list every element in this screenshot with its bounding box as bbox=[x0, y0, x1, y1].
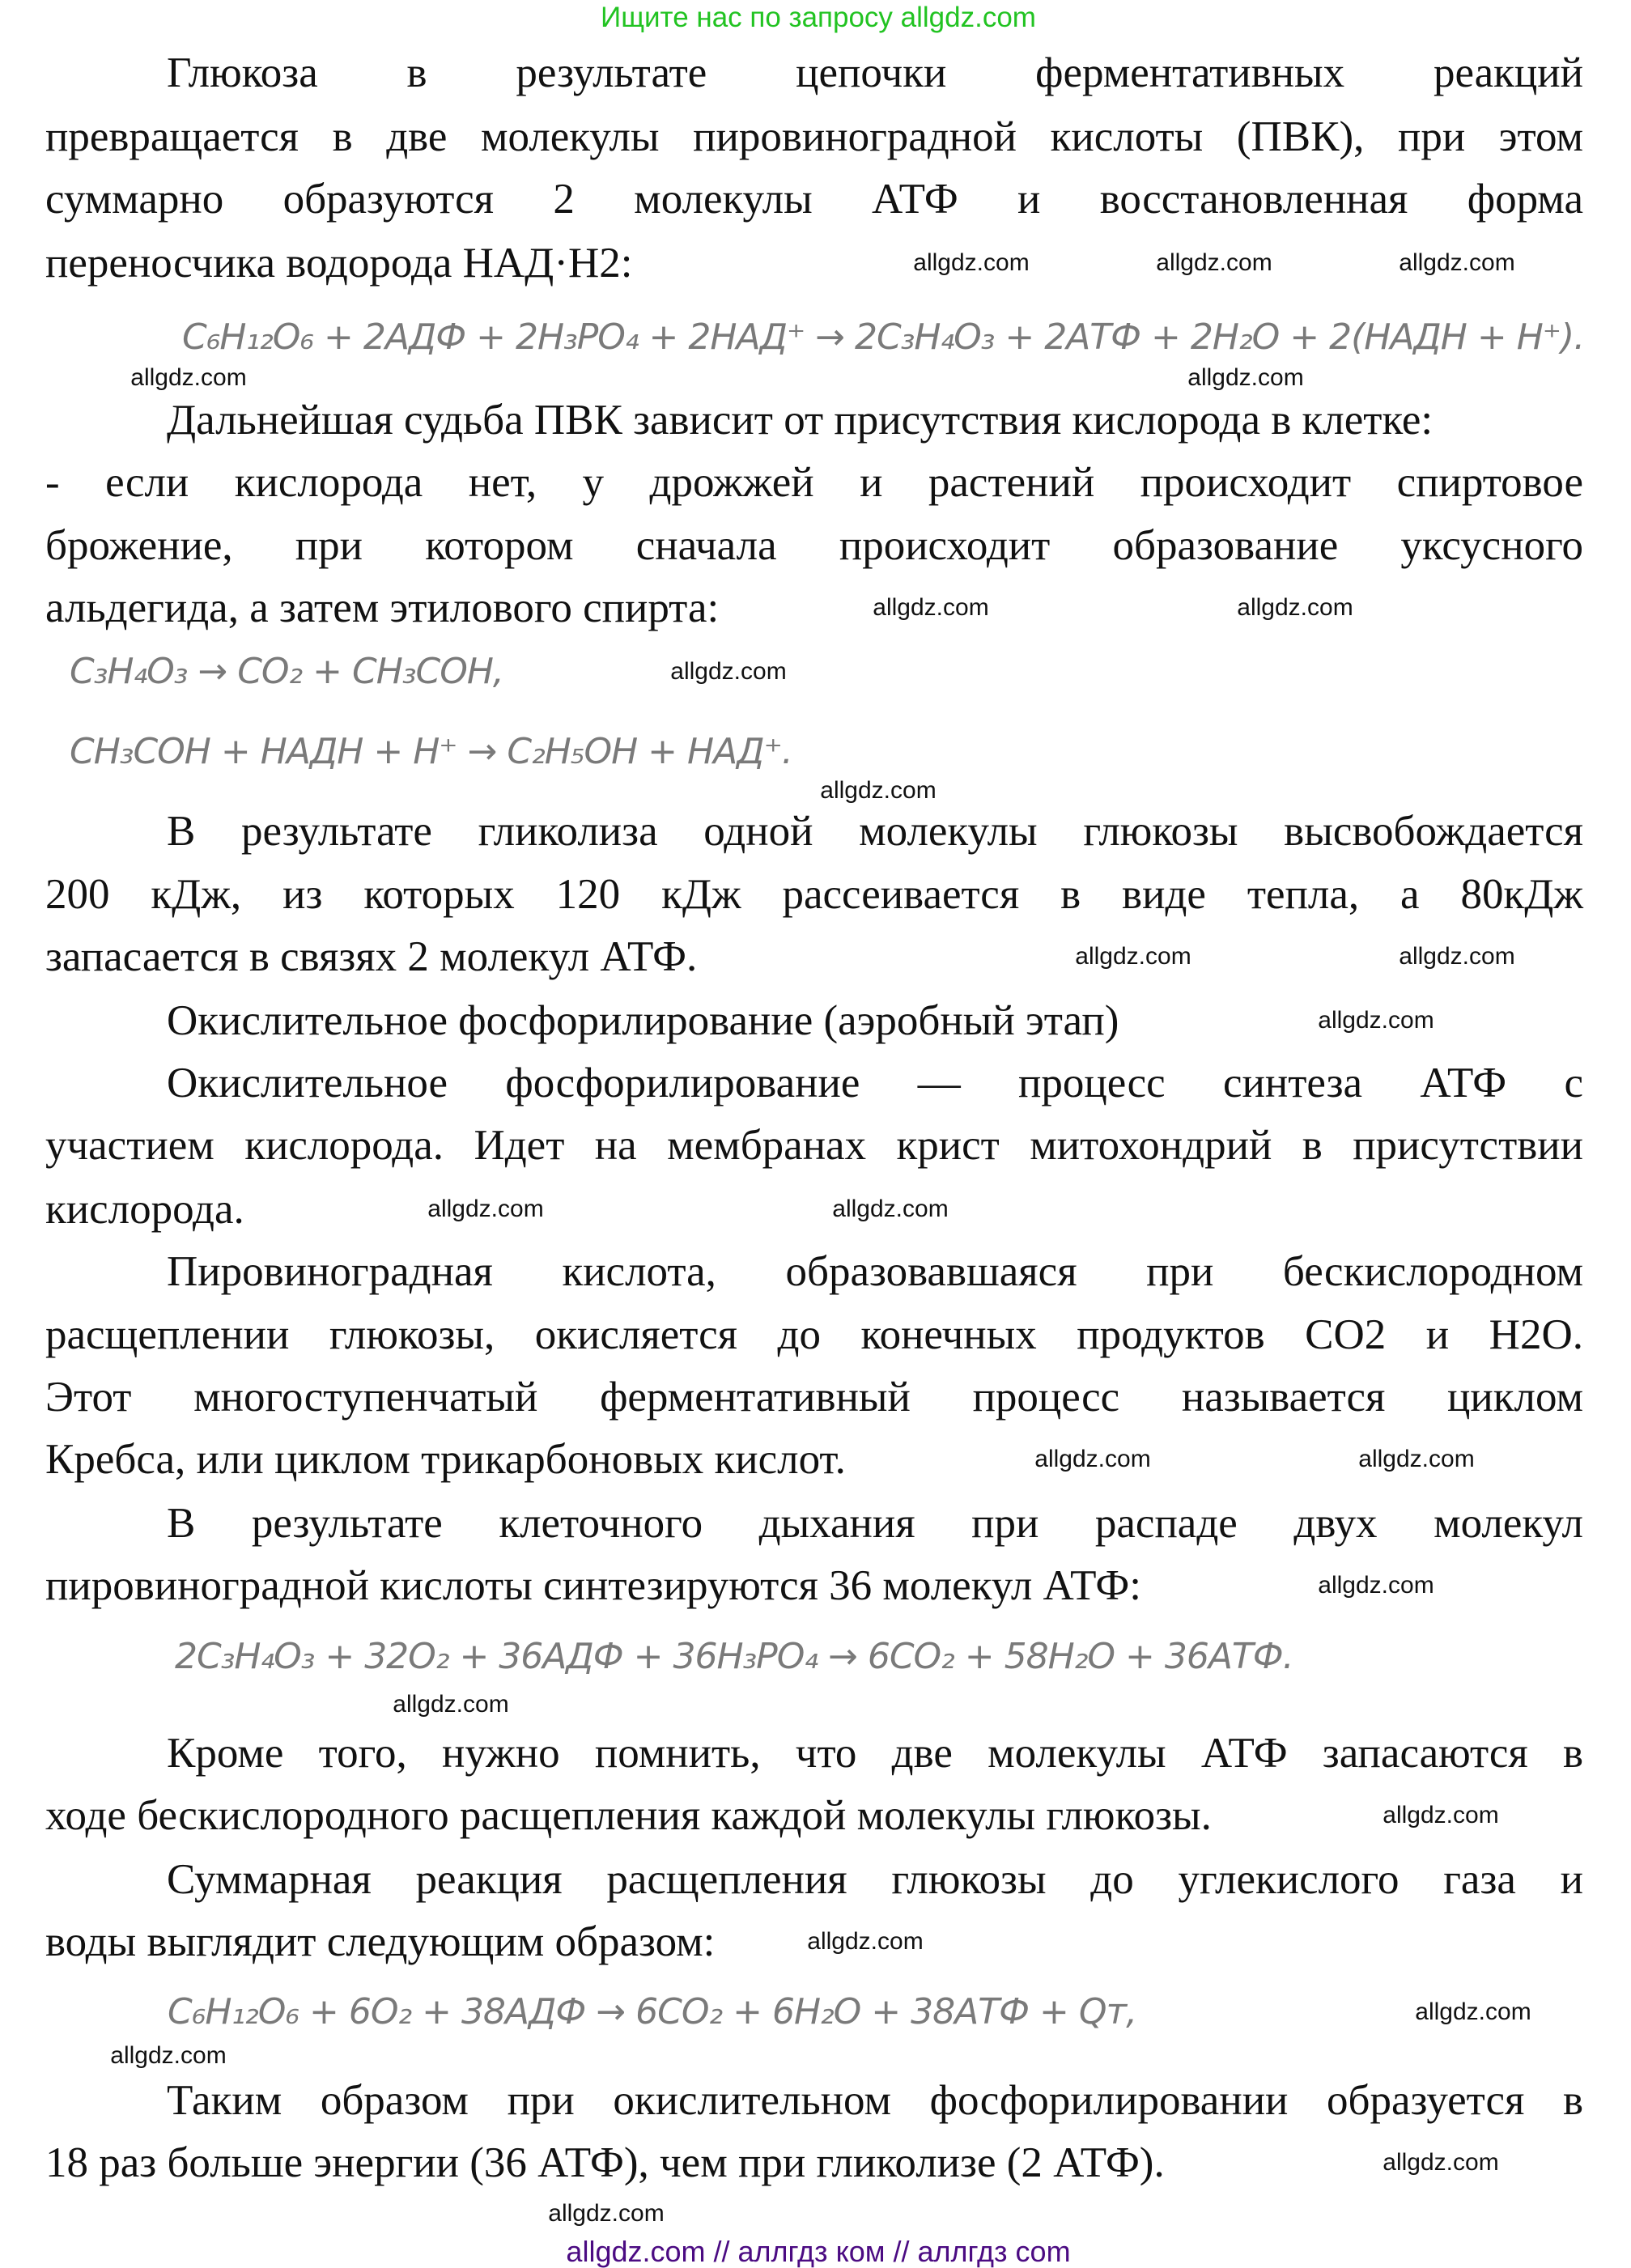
text-line: Окислительное фосфорилирование (аэробный этап) bbox=[167, 997, 1119, 1044]
watermark: allgdz.com bbox=[1187, 364, 1304, 391]
watermark: allgdz.com bbox=[670, 658, 787, 685]
text-line: 200 кДж, из которых 120 кДж рассеивается в виде тепла, а 80кДж bbox=[45, 871, 1583, 918]
text-line: Кроме того, нужно помнить, что две молекулы АТФ запасаются в bbox=[167, 1730, 1583, 1777]
text-line: В результате гликолиза одной молекулы глюкозы высвобождается bbox=[167, 808, 1583, 855]
text-line: превращается в две молекулы пировиноградной кислоты (ПВК), при этом bbox=[45, 113, 1583, 160]
watermark: allgdz.com bbox=[1075, 943, 1191, 970]
watermark: allgdz.com bbox=[1156, 249, 1272, 276]
text-line: Суммарная реакция расщепления глюкозы до углекислого газа и bbox=[167, 1856, 1583, 1903]
watermark: allgdz.com bbox=[1237, 594, 1353, 621]
watermark: allgdz.com bbox=[1318, 1007, 1434, 1034]
text-line: кислорода. bbox=[45, 1186, 244, 1233]
text-line: переносчика водорода НАД·Н2: bbox=[45, 240, 633, 287]
watermark: allgdz.com bbox=[548, 2200, 665, 2227]
text-line: Пировиноградная кислота, образовавшаяся при бескислородном bbox=[167, 1248, 1583, 1295]
header-banner-link[interactable]: Ищите нас по запросу allgdz.com bbox=[601, 2, 1036, 33]
text-line: запасается в связях 2 молекул АТФ. bbox=[45, 933, 698, 980]
watermark: allgdz.com bbox=[1034, 1446, 1151, 1472]
text-line: пировиноградной кислоты синтезируются 36 молекул АТФ: bbox=[45, 1562, 1141, 1609]
watermark: allgdz.com bbox=[130, 364, 247, 391]
watermark: allgdz.com bbox=[807, 1928, 924, 1955]
text-line: Кребса, или циклом трикарбоновых кислот. bbox=[45, 1436, 846, 1483]
watermark: allgdz.com bbox=[1415, 1998, 1531, 2025]
watermark: allgdz.com bbox=[1399, 943, 1515, 970]
watermark: allgdz.com bbox=[1318, 1572, 1434, 1599]
watermark: allgdz.com bbox=[832, 1196, 949, 1222]
chemical-equation: C₃H₄O₃ → CO₂ + CH₃COH, bbox=[70, 651, 503, 692]
watermark: allgdz.com bbox=[1358, 1446, 1475, 1472]
footer-banner-link[interactable]: allgdz.com // аллгдз ком // аллгдз com bbox=[566, 2235, 1071, 2268]
watermark: allgdz.com bbox=[1383, 1802, 1499, 1828]
text-line: Дальнейшая судьба ПВК зависит от присутствия кислорода в клетке: bbox=[167, 397, 1433, 444]
text-line: участием кислорода. Идет на мембранах крист митохондрий в присутствии bbox=[45, 1122, 1583, 1169]
text-line: Таким образом при окислительном фосфорилировании образуется в bbox=[167, 2077, 1583, 2124]
text-line: расщеплении глюкозы, окисляется до конечных продуктов СО2 и Н2О. bbox=[45, 1311, 1583, 1358]
watermark: allgdz.com bbox=[873, 594, 989, 621]
text-line: воды выглядит следующим образом: bbox=[45, 1918, 716, 1965]
watermark: allgdz.com bbox=[1383, 2149, 1499, 2176]
text-line: ходе бескислородного расщепления каждой молекулы глюкозы. bbox=[45, 1792, 1212, 1839]
text-line: Окислительное фосфорилирование — процесс синтеза АТФ с bbox=[167, 1060, 1583, 1106]
text-line: суммарно образуются 2 молекулы АТФ и восстановленная форма bbox=[45, 176, 1583, 223]
watermark: allgdz.com bbox=[393, 1691, 509, 1718]
chemical-equation: CH₃COH + НАДН + H⁺ → C₂H₅OH + НАД⁺. bbox=[70, 731, 792, 772]
text-line: альдегида, а затем этилового спирта: bbox=[45, 584, 720, 631]
watermark: allgdz.com bbox=[1399, 249, 1515, 276]
text-line: брожение, при котором сначала происходит образование уксусного bbox=[45, 522, 1583, 569]
text-line: Этот многоступенчатый ферментативный процесс называется циклом bbox=[45, 1374, 1583, 1421]
text-line: 18 раз больше энергии (36 АТФ), чем при гликолизе (2 АТФ). bbox=[45, 2139, 1165, 2186]
watermark: allgdz.com bbox=[427, 1196, 544, 1222]
text-line: Глюкоза в результате цепочки ферментативных реакций bbox=[167, 49, 1583, 96]
chemical-equation: C₆H₁₂O₆ + 2АДФ + 2H₃PO₄ + 2НАД⁺ → 2C₃H₄O₃ + 2АТФ + 2H₂O + 2(НАДН + H⁺). bbox=[182, 316, 1585, 358]
watermark: allgdz.com bbox=[110, 2042, 227, 2069]
text-line: В результате клеточного дыхания при распаде двух молекул bbox=[167, 1500, 1583, 1547]
text-line: - если кислорода нет, у дрожжей и растений происходит спиртовое bbox=[45, 459, 1583, 506]
chemical-equation: C₆H₁₂O₆ + 6O₂ + 38АДФ → 6CO₂ + 6H₂O + 38АТФ + Qт, bbox=[168, 1991, 1137, 2032]
watermark: allgdz.com bbox=[913, 249, 1030, 276]
watermark: allgdz.com bbox=[820, 777, 937, 804]
chemical-equation: 2C₃H₄O₃ + 32O₂ + 36АДФ + 36H₃PO₄ → 6CO₂ + 58H₂O + 36АТФ. bbox=[175, 1636, 1293, 1677]
